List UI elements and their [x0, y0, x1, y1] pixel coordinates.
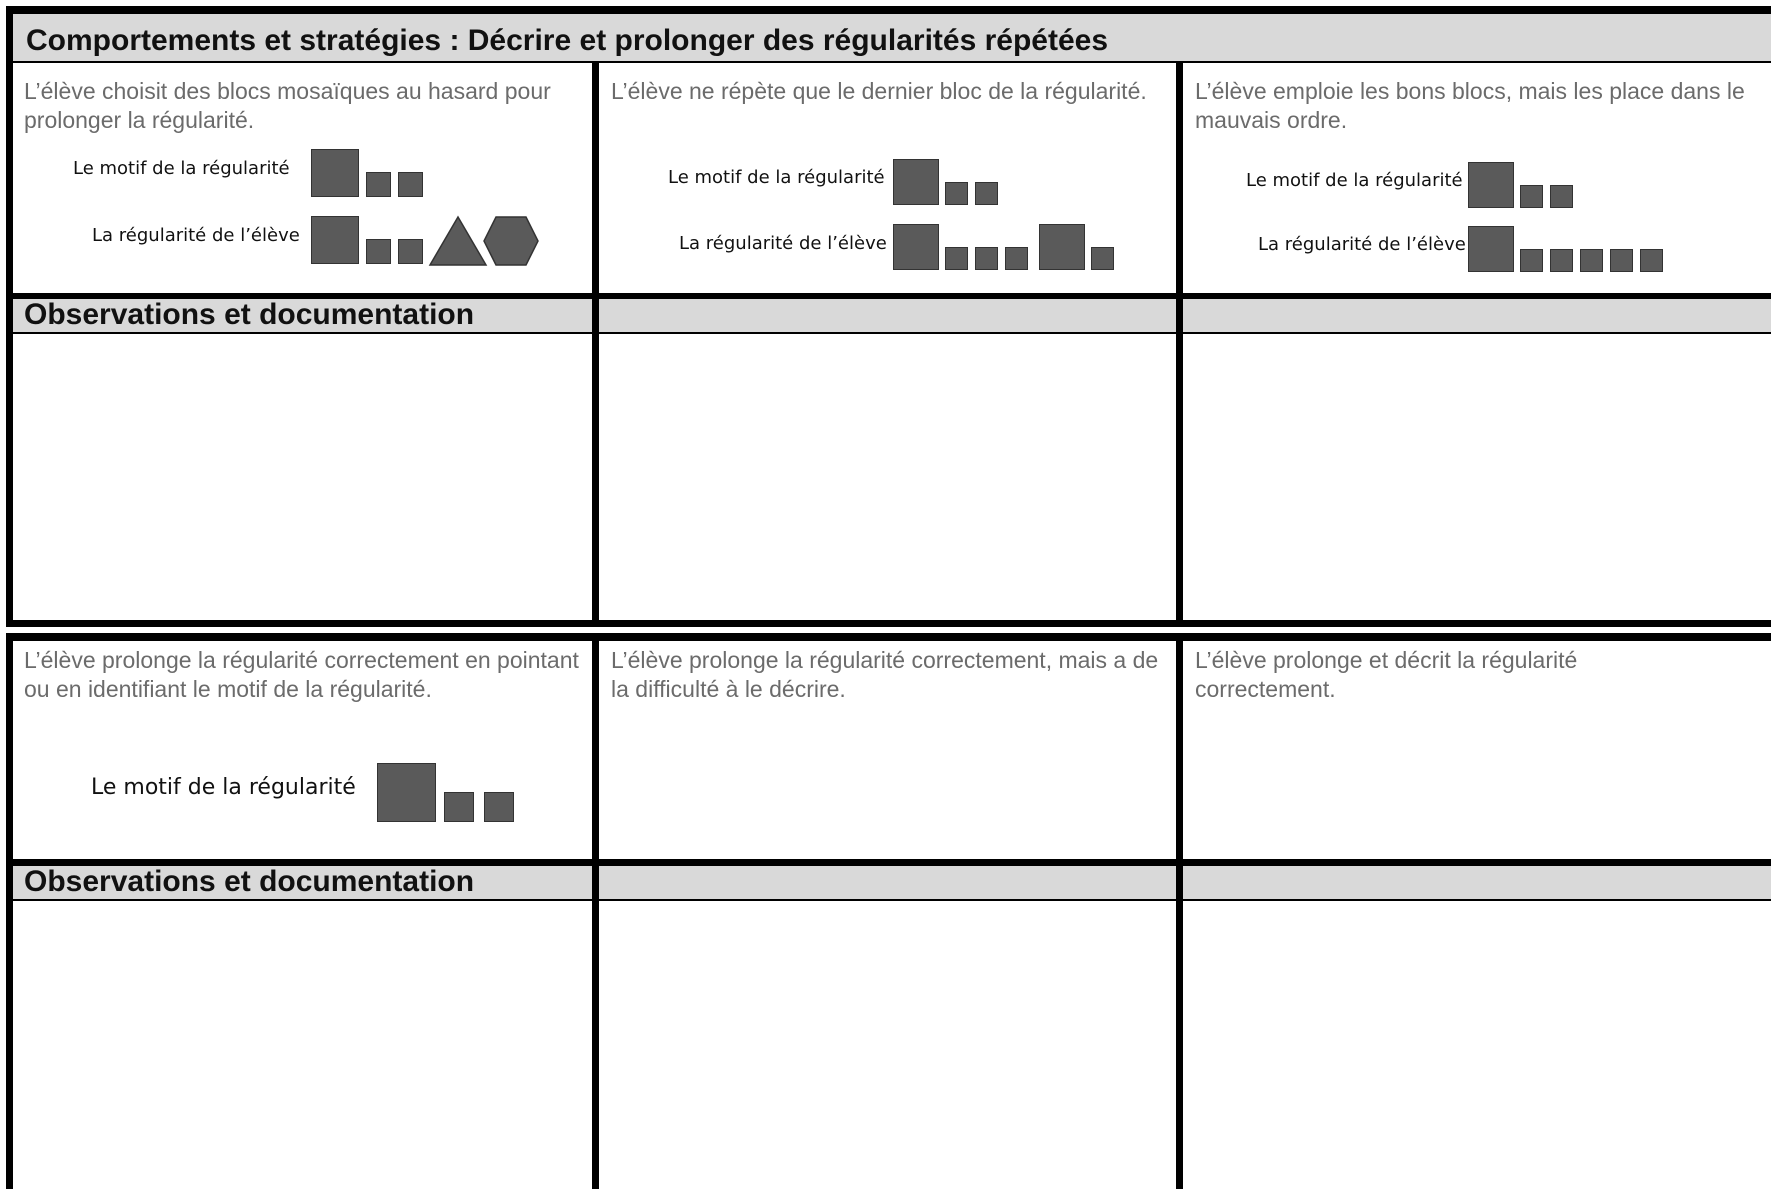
small-square-block [1580, 249, 1603, 272]
border-bottom-1 [6, 620, 1771, 627]
small-square-block [366, 239, 391, 264]
col-divider-2a [592, 641, 599, 1189]
small-square-block [1610, 249, 1633, 272]
small-square-block [1005, 247, 1028, 270]
small-square-block [975, 247, 998, 270]
behavior-description: L’élève prolonge la régularité correctement en pointant ou en identifiant le motif de la régularité. [24, 647, 579, 702]
row-divider-2b [13, 899, 1771, 901]
behavior-description: L’élève prolonge et décrit la régularité correctement. [1195, 647, 1578, 702]
behavior-description: L’élève emploie les bons blocs, mais les place dans le mauvais ordre. [1195, 78, 1745, 133]
small-square-block [1091, 247, 1114, 270]
small-square-block [1640, 249, 1663, 272]
large-square-block [1468, 162, 1514, 208]
small-square-block [484, 792, 514, 822]
large-square-block [311, 149, 359, 197]
small-square-block [945, 182, 968, 205]
small-square-block [1520, 249, 1543, 272]
hexagon-block [483, 216, 539, 266]
border-top-2 [6, 633, 1771, 641]
small-square-block [1550, 249, 1573, 272]
small-square-block [398, 172, 423, 197]
pattern-label: Le motif de la régularité [91, 775, 356, 800]
large-square-block [311, 216, 359, 264]
triangle-block [429, 216, 487, 266]
observations-heading: Observations et documentation [24, 298, 475, 331]
behavior-description: L’élève prolonge la régularité correctement, mais a de la difficulté à le décrire. [611, 647, 1159, 702]
col-divider-1b [1176, 62, 1183, 622]
page-title: Comportements et stratégies : Décrire et prolonger des régularités répétées [26, 24, 1109, 57]
student-pattern-label: La régularité de l’élève [92, 225, 300, 246]
pattern-label: Le motif de la régularité [1246, 170, 1463, 191]
student-pattern-label: La régularité de l’élève [1258, 234, 1466, 255]
student-pattern-label: La régularité de l’élève [679, 233, 887, 254]
border-top-1 [6, 6, 1771, 14]
observations-heading: Observations et documentation [24, 865, 475, 898]
large-square-block [1468, 226, 1514, 272]
large-square-block [1039, 224, 1085, 270]
border-left-2 [6, 633, 13, 1189]
behavior-description: L’élève choisit des blocs mosaïques au hasard pour prolonger la régularité. [24, 78, 551, 133]
title-divider [13, 61, 1771, 63]
small-square-block [1550, 185, 1573, 208]
large-square-block [893, 159, 939, 205]
small-square-block [975, 182, 998, 205]
behavior-description: L’élève ne répète que le dernier bloc de la régularité. [611, 78, 1147, 104]
small-square-block [444, 792, 474, 822]
small-square-block [945, 247, 968, 270]
row-divider-1b [13, 332, 1771, 334]
small-square-block [1520, 185, 1543, 208]
pattern-label: Le motif de la régularité [73, 158, 290, 179]
col-divider-1a [592, 62, 599, 622]
large-square-block [893, 224, 939, 270]
small-square-block [366, 172, 391, 197]
pattern-label: Le motif de la régularité [668, 167, 885, 188]
border-left-1 [6, 6, 13, 627]
large-square-block [377, 763, 436, 822]
col-divider-2b [1176, 641, 1183, 1189]
small-square-block [398, 239, 423, 264]
